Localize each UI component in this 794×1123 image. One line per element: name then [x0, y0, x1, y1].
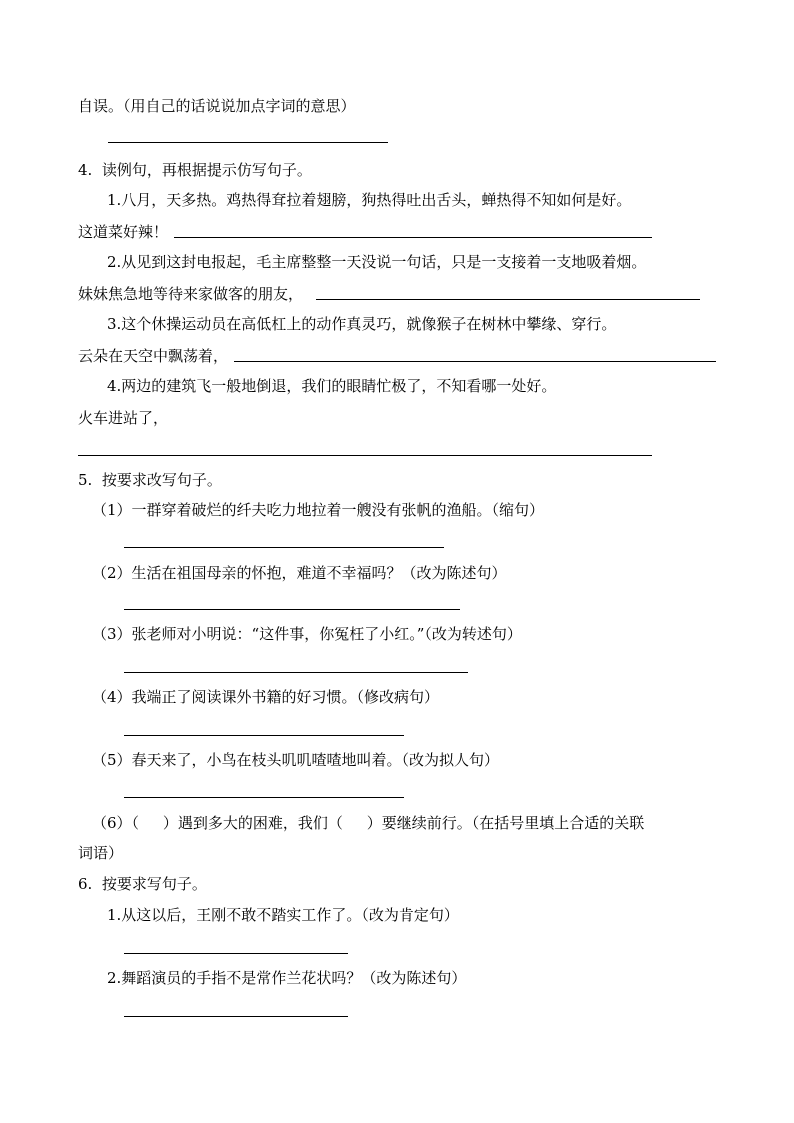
answer-line[interactable] — [108, 142, 388, 143]
answer-line[interactable] — [174, 237, 652, 238]
q4-item-1-example: 1.八月，天多热。鸡热得耷拉着翅膀，狗热得吐出舌头，蝉热得不知如何是好。 — [107, 191, 632, 209]
answer-line[interactable] — [316, 299, 700, 300]
answer-line[interactable] — [78, 455, 652, 456]
q5-item-5: （5）春天来了，小鸟在枝头叽叽喳喳地叫着。（改为拟人句） — [92, 751, 500, 769]
q5-item-3: （3）张老师对小明说：“这件事，你冤枉了小红。”（改为转述句） — [92, 625, 522, 643]
q5-item-2: （2）生活在祖国母亲的怀抱，难道不幸福吗？（改为陈述句） — [92, 564, 507, 582]
answer-line[interactable] — [124, 1016, 348, 1017]
answer-line[interactable] — [124, 953, 348, 954]
q4-item-4-example: 4.两边的建筑飞一般地倒退，我们的眼睛忙极了，不知看哪一处好。 — [107, 377, 557, 395]
q4-item-3-prompt: 云朵在天空中飘荡着， — [78, 347, 229, 365]
answer-line[interactable] — [124, 797, 404, 798]
answer-line[interactable] — [124, 672, 468, 673]
q5-item-6-line1: （6）（ ）遇到多大的困难，我们（ ）要继续前行。（在括号里填上合适的关联 — [92, 814, 645, 832]
answer-line[interactable] — [124, 547, 444, 548]
q4-heading: 4. 读例句，再根据提示仿写句子。 — [78, 161, 312, 179]
q6-item-1: 1.从这以后，王刚不敢不踏实工作了。（改为肯定句） — [107, 906, 459, 924]
q5-item-1: （1）一群穿着破烂的纤夫吃力地拉着一艘没有张帆的渔船。（缩句） — [92, 501, 545, 519]
q4-item-1-prompt: 这道菜好辣！ — [78, 223, 169, 241]
q6-heading: 6. 按要求写句子。 — [78, 875, 207, 893]
q5-heading: 5. 按要求改写句子。 — [78, 471, 222, 489]
q4-item-3-example: 3.这个休操运动员在高低杠上的动作真灵巧，就像猴子在树林中攀缘、穿行。 — [107, 315, 617, 333]
q4-item-2-prompt: 妹妹焦急地等待来家做客的朋友， — [78, 285, 304, 303]
q4-item-2-example: 2.从见到这封电报起，毛主席整整一天没说一句话，只是一支接着一支地吸着烟。 — [107, 253, 647, 271]
q6-item-2: 2.舞蹈演员的手指不是常作兰花状吗？（改为陈述句） — [107, 969, 467, 987]
q5-item-6-line2: 词语） — [78, 844, 124, 862]
answer-line[interactable] — [234, 361, 716, 362]
q4-item-4-prompt: 火车进站了， — [78, 409, 169, 427]
q3-tail-text: 自误。（用自己的话说说加点字词的意思） — [78, 97, 356, 115]
answer-line[interactable] — [124, 735, 404, 736]
q5-item-4: （4）我端正了阅读课外书籍的好习惯。（修改病句） — [92, 688, 440, 706]
answer-line[interactable] — [124, 609, 460, 610]
